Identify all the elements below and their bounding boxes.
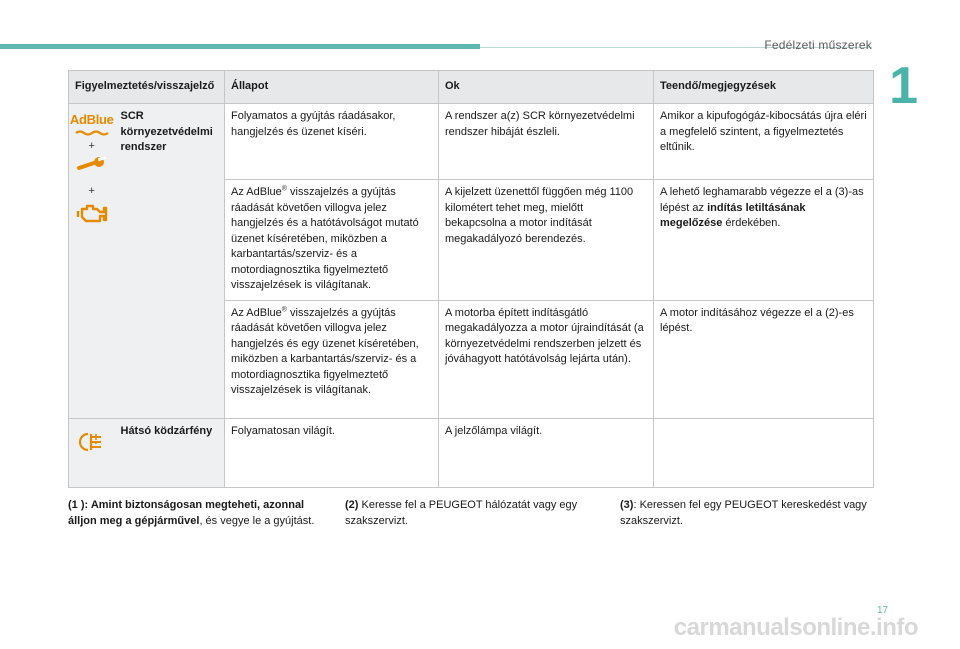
scr-icon-cell: [69, 104, 115, 419]
column-header: Állapot: [225, 71, 439, 104]
fog-icon-cell: [69, 418, 115, 487]
action-cell: Amikor a kipufogógáz-kibocsátás újra eléri a megfelelő szintent, a figyelmeztetés eltűnik.: [654, 104, 874, 180]
action-cell: [654, 418, 874, 487]
action-cell: A lehető leghamarabb végezze el a (3)-as lépést az indítás letiltásának megelőzése érdekében.: [654, 180, 874, 301]
footnote-3: (3): Keressen fel egy PEUGEOT kereskedést vagy szakszervizt.: [620, 499, 867, 527]
cause-cell: A rendszer a(z) SCR környezetvédelmi rendszer hibáját észleli.: [439, 104, 654, 180]
column-header: Figyelmeztetés/visszajelző: [69, 71, 225, 104]
state-cell: Folyamatos a gyújtás ráadásakor, hangjelzés és üzenet kíséri.: [225, 104, 439, 180]
plus-sign: +: [88, 184, 95, 197]
column-header: Ok: [439, 71, 654, 104]
header-accent-bar: [0, 44, 480, 49]
table-row: [69, 418, 874, 487]
page-number: 17: [877, 605, 889, 616]
section-title: Fedélzeti műszerek: [764, 38, 872, 52]
footnote-1: (1 ): Amint biztonságosan megteheti, azonnal álljon meg a gépjárművel, és vegye le a gyújtást.: [68, 499, 315, 527]
column-header: Teendő/megjegyzések: [654, 71, 874, 104]
state-cell: Az AdBlue® visszajelzés a gyújtás ráadását követően villogva jelez hangjelzés és a hatótávolságot mutató üzenet kíséretében, miközben a karbantartás/szerviz- és a motordiagnosztika figyelmeztető visszajelzések is világítanak.: [225, 180, 439, 301]
action-cell: A motor indításához végezze el a (2)-es lépést.: [654, 300, 874, 418]
wrench-icon: [77, 157, 107, 175]
state-cell: Folyamatosan világít.: [225, 418, 439, 487]
table-header-row: [69, 71, 874, 104]
cause-cell: A motorba épített indításgátló megakadályozza a motor újraindítását (a környezetvédelmi rendszerben jelzett és jóváhagyott hatótávolság lejárta után).: [439, 300, 654, 418]
watermark: carmanualsonline.info: [673, 614, 918, 641]
footnote-2: (2) Keresse fel a PEUGEOT hálózatát vagy egy szakszervizt.: [345, 499, 578, 527]
cause-cell: A kijelzett üzenettől függően még 1100 kilométert tehet meg, mielőtt bekapcsolna a motor indítását megakadályozó berendezés.: [439, 180, 654, 301]
state-cell: Az AdBlue® visszajelzés a gyújtás ráadását követően villogva jelez hangjelzés és egy üzenet kíséretében, miközben a karbantartás/szerviz- és a motordiagnosztika figyelmeztető visszajelzések is világítanak.: [225, 300, 439, 418]
engine-icon: [76, 202, 108, 226]
warning-lights-table: [68, 70, 874, 488]
cause-cell: A jelzőlámpa világít.: [439, 418, 654, 487]
plus-sign: +: [88, 139, 95, 152]
rear-fog-light-icon: [77, 431, 107, 453]
chapter-number: 1: [889, 57, 918, 115]
scr-system-name: SCR környezetvédelmi rendszer: [115, 104, 225, 419]
fog-light-name: Hátsó ködzárfény: [115, 418, 225, 487]
table-row: [69, 104, 874, 180]
adblue-icon: AdBlue: [69, 112, 115, 136]
